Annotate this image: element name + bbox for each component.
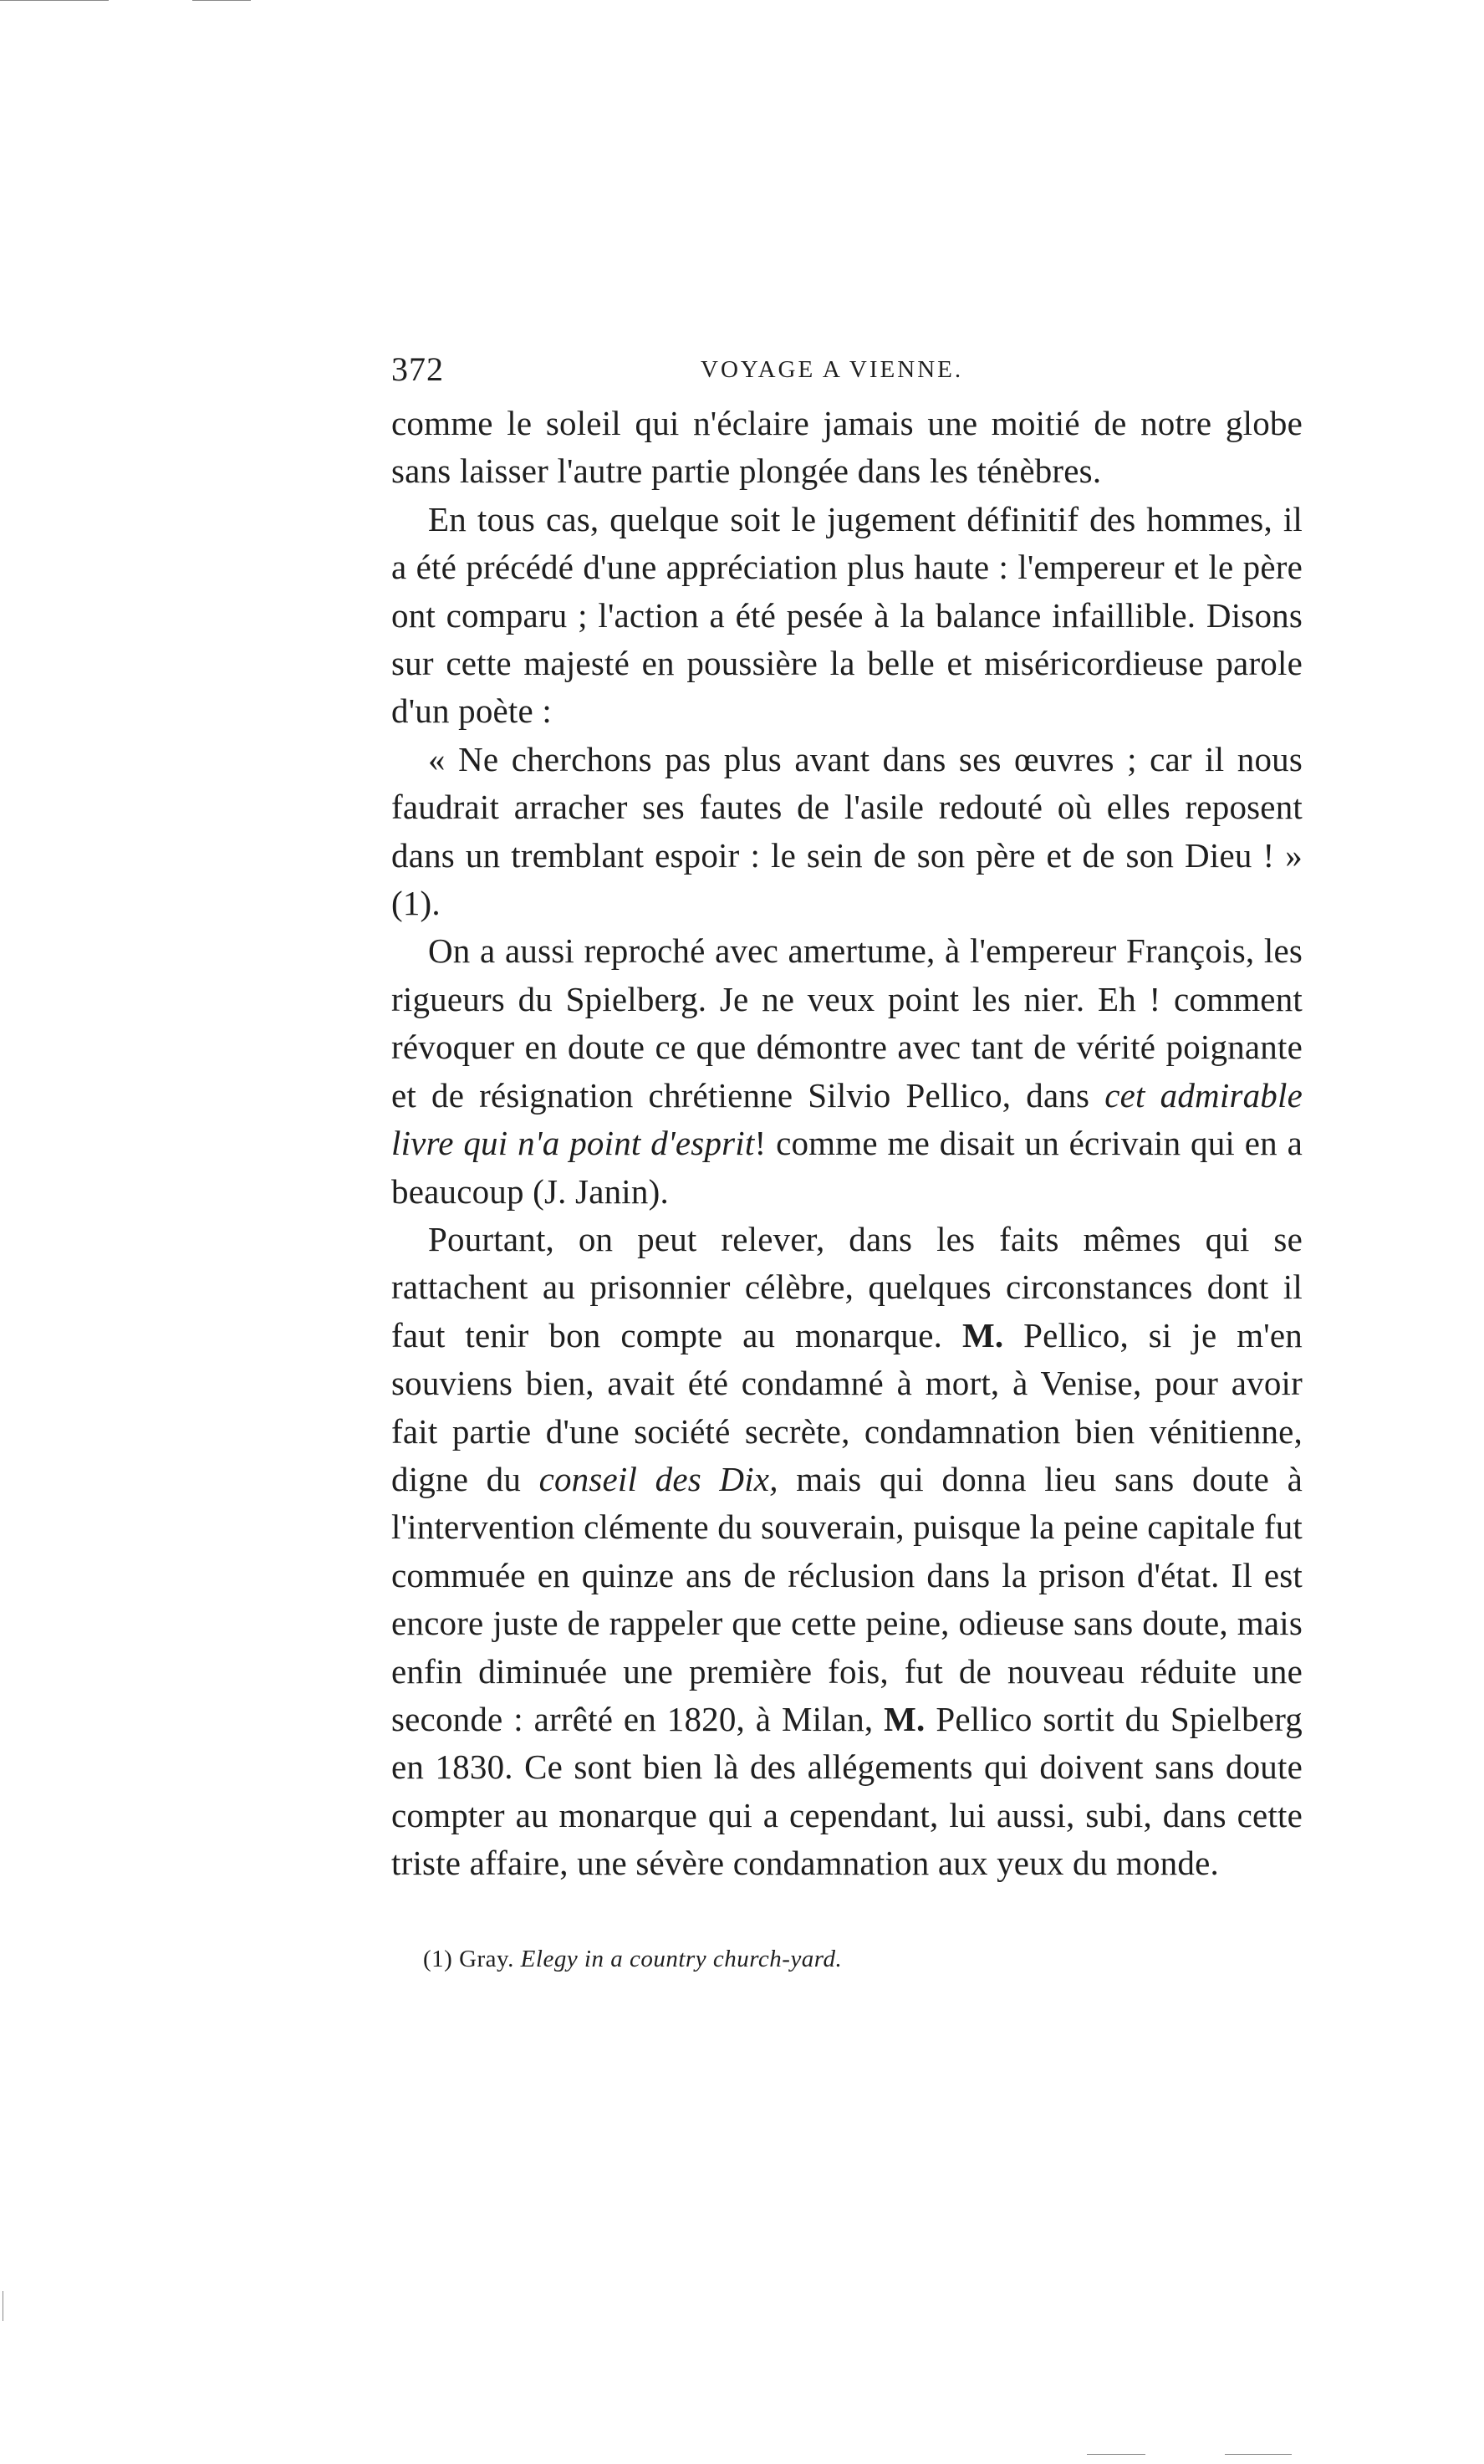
scan-edge-mark xyxy=(192,0,251,1)
paragraph-text: « Ne cherchons pas plus avant dans ses œuvres ; car il nous faudrait arracher ses fautes de l'asile redouté où elles reposent dans un tremblant espoir : le sein de son père et de son Dieu ! » (1). xyxy=(391,739,1303,923)
italic-phrase: conseil des Dix, xyxy=(538,1459,778,1498)
scan-edge-mark xyxy=(0,0,109,1)
footnote-marker: (1) xyxy=(423,1946,453,1972)
italic-phrase: cet admirable livre qui n'a point d'esprit xyxy=(391,1075,1303,1163)
paragraph-text: Pourtant, on peut relever, dans les faits mêmes qui se rattachent au prisonnier célèbre, quelques circonstances dont il faut tenir bon compte au monarque. xyxy=(391,1219,1303,1354)
paragraph-text: On a aussi reproché avec amertume, à l'empereur François, les rigueurs du Spielberg. Je ne veux point les nier. Eh ! comment révoquer en doute ce que démontre avec tant de vérité poignante et de résignation chrétienne Silvio Pellico, dans xyxy=(391,931,1303,1115)
body-text xyxy=(391,400,1303,1888)
scan-edge-mark xyxy=(1225,2454,1292,2455)
footnote xyxy=(423,1946,842,1973)
bold-abbreviation: M. xyxy=(884,1699,926,1738)
running-title: VOYAGE A VIENNE. xyxy=(701,356,964,383)
paragraph xyxy=(391,496,1303,736)
paragraph-text: Pellico, si je m'en souviens bien, avait été condamné à mort, à Venise, pour avoir fait partie d'une société secrète, condamnation bien vénitienne, digne du xyxy=(391,1315,1303,1498)
paragraph-text: Pellico sortit du Spielberg en 1830. Ce sont bien là des allégements qui doivent sans doute compter au monarque qui a cependant, lui aussi, subi, dans cette triste affaire, une sévère condamnation aux yeux du monde. xyxy=(391,1699,1303,1883)
quotation-paragraph xyxy=(391,736,1303,928)
paragraph xyxy=(391,927,1303,1215)
paragraph-text: ! comme me disait un écrivain qui en a beaucoup (J. Janin). xyxy=(391,1124,1303,1211)
paragraph xyxy=(391,400,1303,496)
paragraph-text: En tous cas, quelque soit le jugement définitif des hommes, il a été précédé d'une appréciation plus haute : l'empereur et le père ont comparu ; l'action a été pesée à la balance infaillible. Disons sur cette majesté en poussière la belle et miséricordieuse parole d'un poète : xyxy=(391,499,1303,731)
footnote-title: Elegy in a country church-yard. xyxy=(520,1946,843,1972)
page-header xyxy=(391,349,1303,400)
paragraph xyxy=(391,1216,1303,1888)
footnote-author: Gray. xyxy=(459,1946,514,1972)
page-number: 372 xyxy=(391,350,444,388)
scan-edge-mark xyxy=(1087,2454,1145,2455)
paragraph-text: mais qui donna lieu sans doute à l'intervention clémente du souverain, puisque la peine capitale fut commuée en quinze ans de réclusion dans la prison d'état. Il est encore juste de rappeler que cette peine, odieuse sans doute, mais enfin diminuée une première fois, fut de nouveau réduite une seconde : arrêté en 1820, à Milan, xyxy=(391,1459,1303,1738)
paragraph-text: comme le soleil qui n'éclaire jamais une moitié de notre globe sans laisser l'autre partie plongée dans les ténèbres. xyxy=(391,404,1303,491)
bold-abbreviation: M. xyxy=(961,1315,1004,1354)
